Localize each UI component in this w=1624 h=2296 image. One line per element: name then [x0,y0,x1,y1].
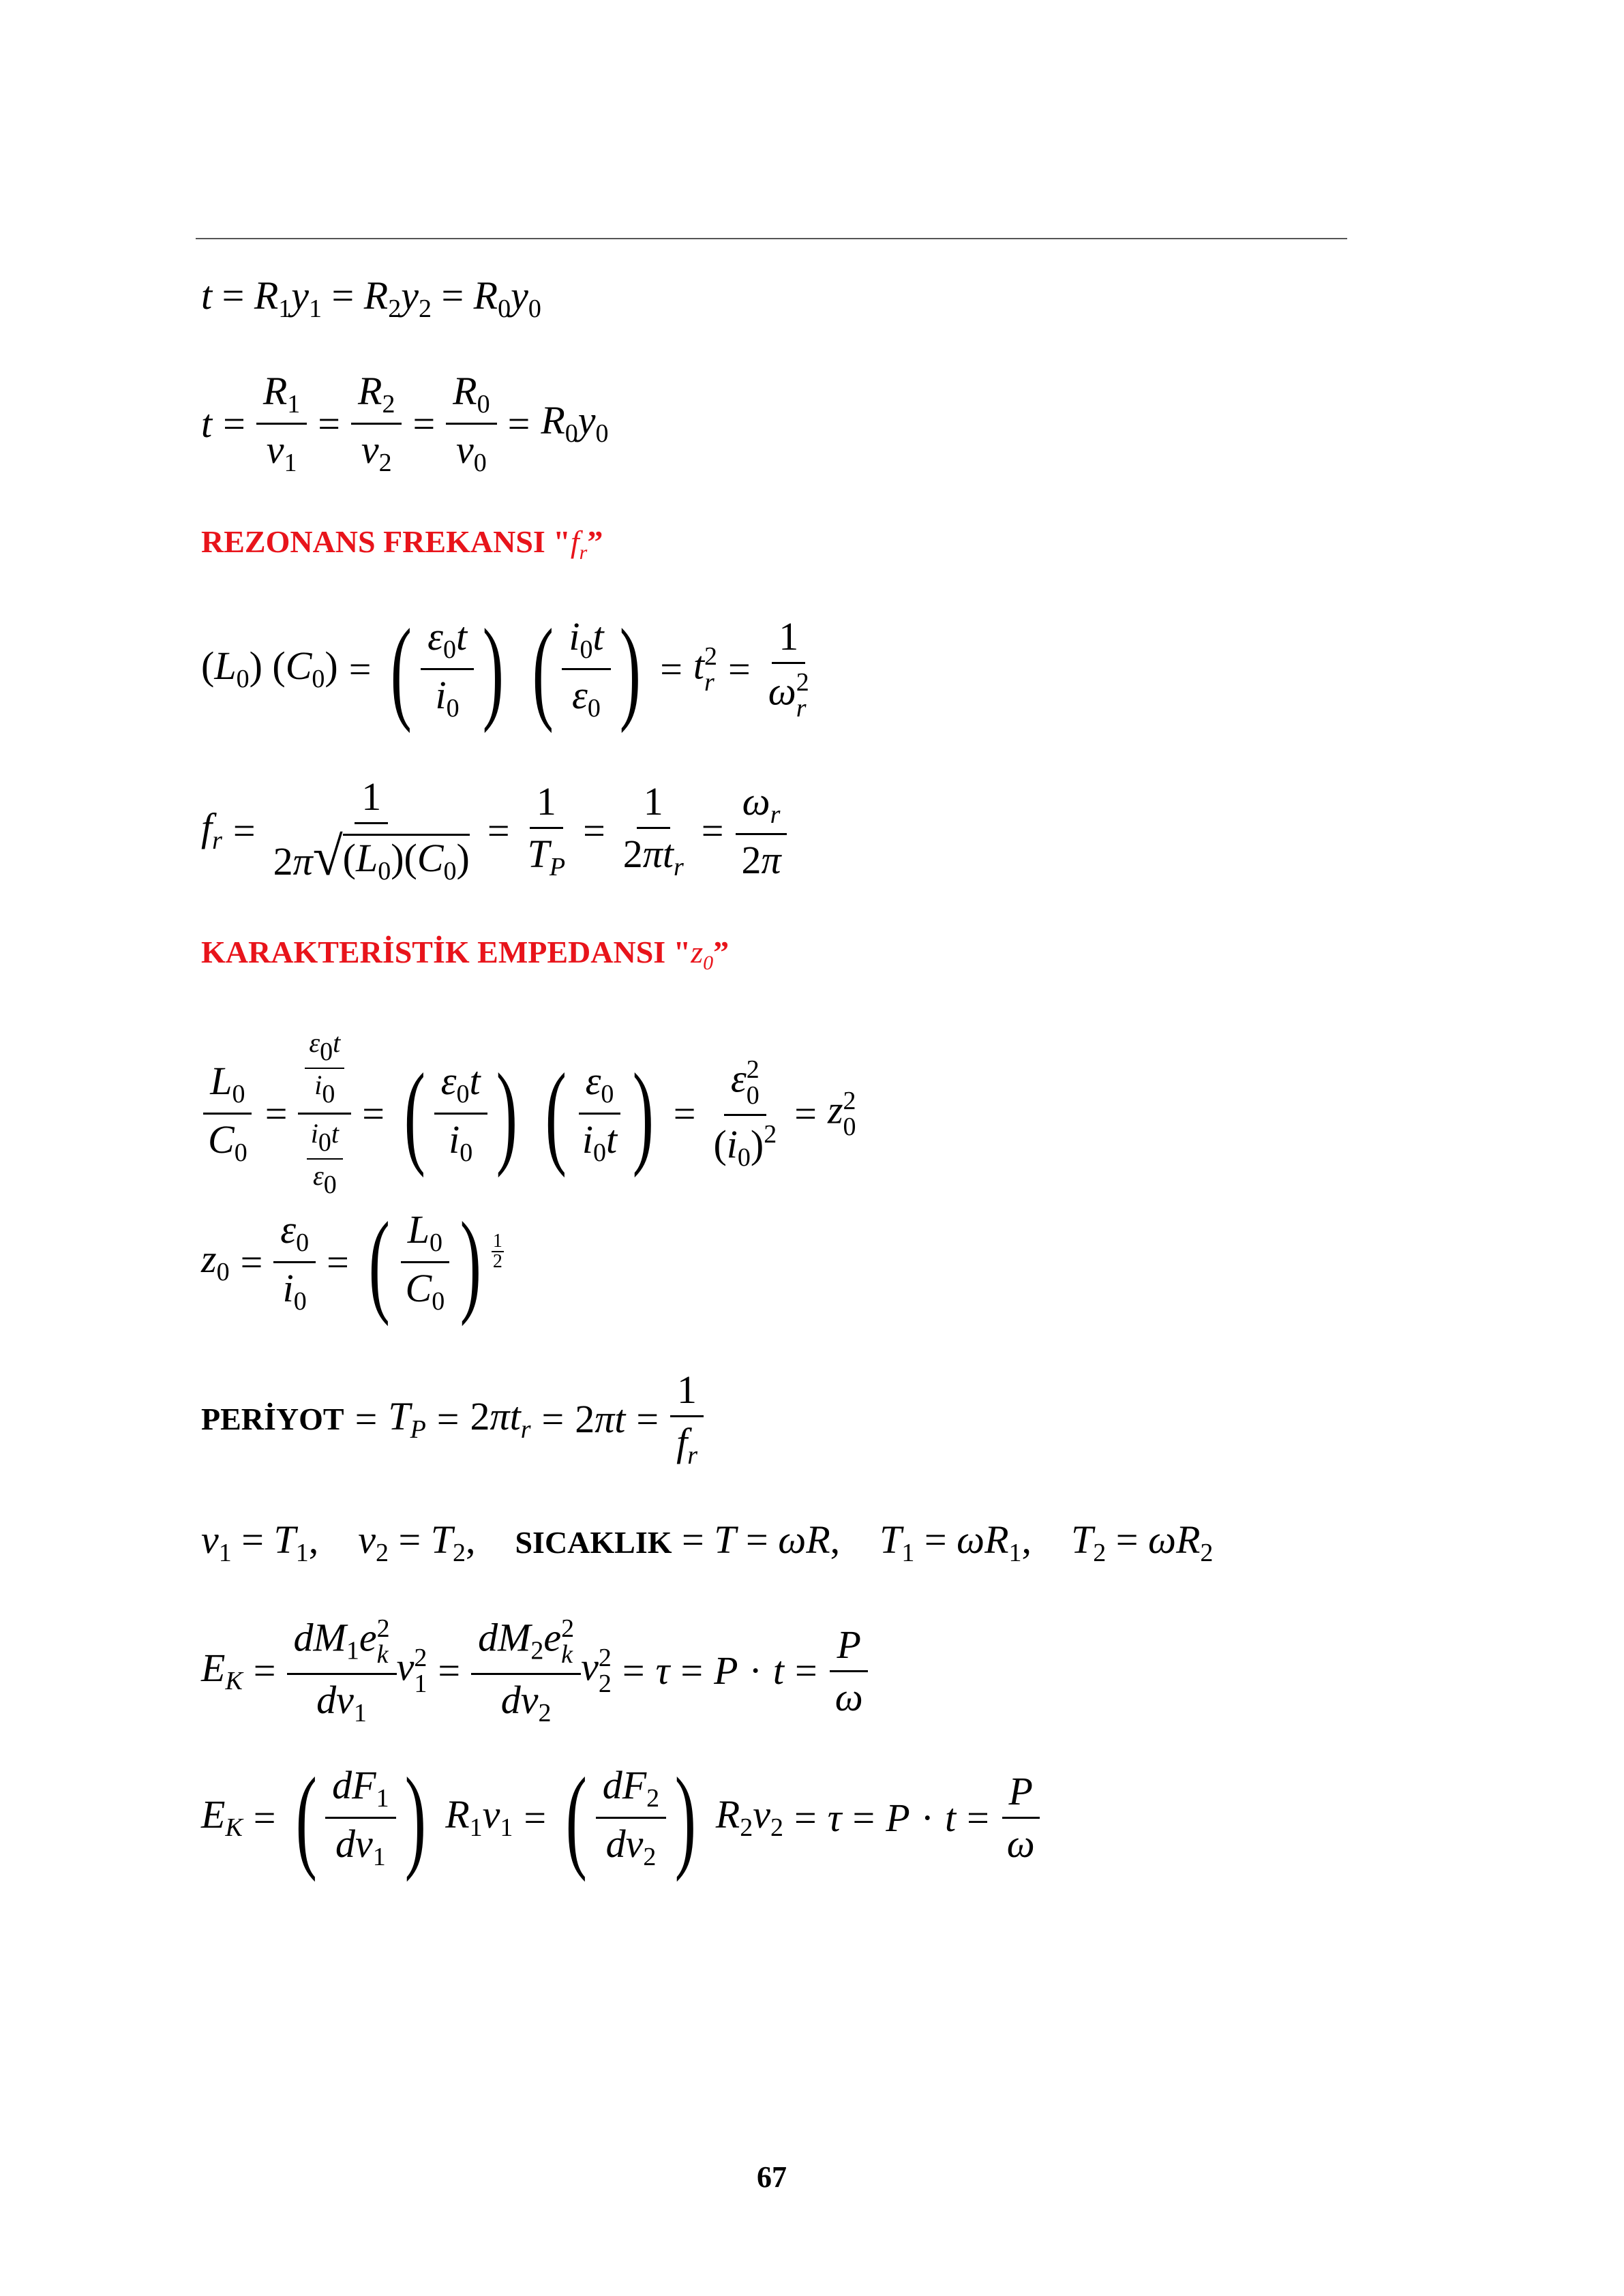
page-number: 67 [757,2160,787,2194]
heading-rezonans-text: REZONANS FREKANSI " [201,524,571,559]
label-periyot: PERİYOT [201,1402,344,1436]
label-sicaklik: SICAKLIK [515,1525,672,1560]
equation-l0c0: $(L_0)$ $(C_0)$ = ( $\frac{\varepsilon_0t}{i_0}$ ) ( $\frac{i_0t}{\varepsilon_0}$ ) = t 2 r = 1 ω 2 r [201,605,809,734]
equation-ek-force: $E_K$ = ( $\frac{dF_1}{dv_1}$ ) $R_1v_1$ = ( $\frac{dF_2}{dv_2}$ ) $R_2v_2$ = τ = P · t = $\frac{P}{\omega}$ [201,1766,1042,1870]
equation-z0: $z_0$ = $\frac{\varepsilon_0}{i_0}$ = ( $\frac{L_0}{C_0}$ ) $\frac{1}{2}$ [201,1198,502,1327]
equation-l0-over-c0: $\frac{L_0}{C_0}$ = $\frac{\frac{\varepsilon 0t}{i0}}{\frac{i0t}{\varepsilon 0}}$ = ( $\frac{\varepsilon_0t}{i_0}$ ) ( $\frac{\varepsilon_0}{i_0t}$ ) = ε 2 0 $(i_0)^2$ = z 2 0 [201,1029,856,1198]
equation-sicaklik: $v_1 = T_1$, $v_2 = T_2$, SICAKLIK = T = ωR, $T_1 = \omega R_1$, $T_2 = \omega R_2$ [201,1517,1214,1567]
heading-rezonans-frekansi: REZONANS FREKANSI "$f_r$” [201,524,603,564]
equation-fr: $f_r$ = 1 2π √ $(L_0)(C_0)$ = $\frac{1}{T_P}$ = $\frac{1}{2\pi t_r}$ = $\frac{\omega_r}{2\pi}$ [201,777,788,884]
header-rule [196,238,1347,239]
equation-t-rv: t = $\frac{R_1}{v_1}$ = $\frac{R_2}{v_2}$ = $\frac{R_0}{v_0}$ = $R_0y_0$ [201,369,609,477]
heading-karakteristik-empedansi: KARAKTERİSTİK EMPEDANSI "$z_0$” [201,935,730,975]
equation-periyot: PERİYOT = $T_P$ = $2\pi t_r$ = 2πt = $\frac{1}{f_r}$ [201,1370,704,1468]
equation-t-ry: $t = R_1y_1 = R_2y_2 = R_0y_0$ [201,273,541,323]
equation-ek-mass: $E_K$ = $dM_1e$ 2 k $dv_1$ v 2 1 = $dM_2e$ 2 k $dv_2$ v 2 2 = τ = P · t = $\frac{P}{\omega}$ [201,1616,870,1726]
heading-karakteristik-text: KARAKTERİSTİK EMPEDANSI " [201,935,691,969]
